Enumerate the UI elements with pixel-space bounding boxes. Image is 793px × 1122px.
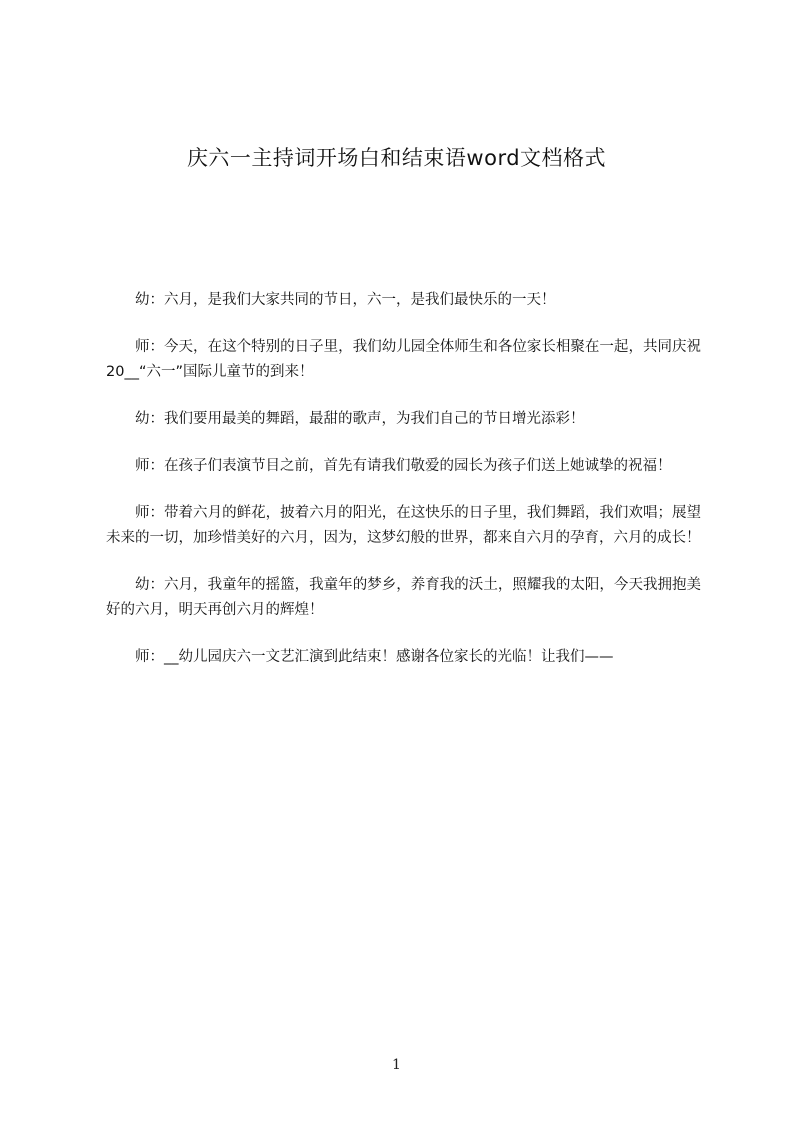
paragraph-5: 师：带着六月的鲜花，披着六月的阳光，在这快乐的日子里，我们舞蹈，我们欢唱；展望未来的一切，加珍惜美好的六月，因为，这梦幻般的世界，都来自六月的孕育，六月的成长！ <box>106 505 701 546</box>
paragraph-2: 师：今天，在这个特别的日子里，我们幼儿园全体师生和各位家长相聚在一起，共同庆祝20__“六一”国际儿童节的到来！ <box>106 339 701 380</box>
paragraph-7: 师：__幼儿园庆六一文艺汇演到此结束！感谢各位家长的光临！让我们—— <box>135 649 614 665</box>
page-number: 1 <box>392 1057 401 1073</box>
document-body <box>106 288 701 692</box>
paragraph-4: 师：在孩子们表演节目之前，首先有请我们敬爱的园长为孩子们送上她诚挚的祝福！ <box>135 458 672 474</box>
paragraph-1: 幼：六月，是我们大家共同的节日，六一，是我们最快乐的一天！ <box>135 292 556 308</box>
paragraph-3: 幼：我们要用最美的舞蹈，最甜的歌声，为我们自己的节日增光添彩！ <box>135 411 585 427</box>
paragraph-6: 幼：六月，我童年的摇篮，我童年的梦乡，养育我的沃土，照耀我的太阳，今天我拥抱美好的六月，明天再创六月的辉煌！ <box>106 577 701 618</box>
document-title: 庆六一主持词开场白和结束语word文档格式 <box>186 146 607 170</box>
